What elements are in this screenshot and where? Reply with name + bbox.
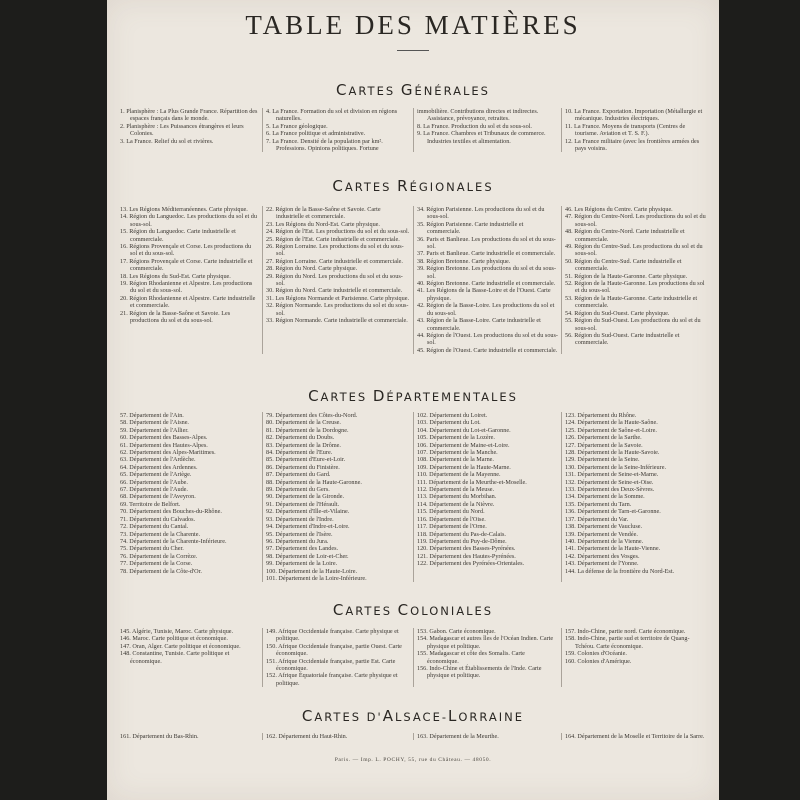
toc-entry: 26. Région Lorraine. Les productions du sol et du sous-sol. (266, 243, 404, 258)
toc-entry: 164. Département de la Moselle et Territoire de la Sarre. (564, 733, 705, 740)
toc-entry: 146. Maroc. Carte politique et économique. (120, 635, 228, 643)
document-page (107, 0, 719, 800)
toc-entry: 2. Planisphère : Les Puissances étrangères et leurs Colonies. (120, 122, 244, 138)
toc-entry: 46. Les Régions du Centre. Carte physique. (564, 206, 673, 213)
toc-entry: 111. Département de la Meurthe-et-Moselle. (416, 478, 527, 486)
toc-entry: 63. Département de l'Ardèche. (120, 456, 196, 464)
toc-entry: 124. Département de la Haute-Saône. (564, 419, 658, 427)
toc-entry: 13. Les Régions Méditerranéennes. Carte physique. (120, 206, 248, 213)
toc-entry: 73. Département de la Charente. (120, 530, 201, 538)
toc-entry: 28. Région du Nord. Carte physique. (266, 265, 358, 273)
toc-entry: 48. Région du Centre-Nord. Carte industrielle et commerciale. (564, 228, 685, 243)
toc-entry: 4. La France. Formation du sol et division en régions naturelles. (266, 108, 398, 123)
toc-entry: 129. Département de la Seine. (564, 456, 640, 464)
toc-entry: 130. Département de la Seine-Inférieure. (564, 463, 666, 471)
toc-entry: immobilière. Contributions directes et indirectes. Assistance, prévoyance, retraites. (416, 108, 539, 123)
toc-entry: 14. Région du Languedoc. Les productions du sol et du sous-sol. (120, 213, 257, 228)
toc-entry: 108. Département de la Marne. (416, 456, 494, 464)
toc-entry: 90. Département de la Gironde. (266, 493, 345, 501)
toc-entry: 25. Région de l'Est. Carte industrielle et commerciale. (266, 235, 400, 243)
toc-entry: 135. Département du Tarn. (564, 500, 632, 508)
toc-entry: 59. Département de l'Allier. (120, 426, 189, 434)
toc-entry: 91. Département de l'Hérault. (266, 500, 340, 508)
toc-entry: 56. Région du Sud-Ouest. Carte industrielle et commerciale. (564, 331, 680, 347)
toc-entry: 5. La France géologique. (266, 122, 328, 130)
toc-column (561, 733, 709, 740)
toc-entry: 85. Département d'Eure-et-Loir. (266, 456, 346, 464)
toc-entry: 45. Région de l'Ouest. Carte industrielle et commerciale. (416, 346, 558, 354)
toc-entry: 44. Région de l'Ouest. Les productions du sol et du sous-sol. (416, 331, 558, 347)
toc-entry: 54. Région du Sud-Ouest. Carte physique. (564, 309, 670, 317)
toc-entry: 152. Afrique Équatoriale française. Carte physique et politique. (266, 672, 398, 687)
toc-entry: 27. Région Lorraine. Carte industrielle et commerciale. (266, 257, 403, 265)
toc-entry: 55. Région du Sud-Ouest. Les productions du sol et du sous-sol. (564, 317, 701, 332)
title-divider (397, 50, 429, 51)
toc-entry: 6. La France politique et administrative. (266, 130, 366, 138)
toc-entry: 99. Département de la Loire. (266, 560, 338, 568)
toc-entry: 112. Département de la Meuse. (416, 486, 495, 494)
section-title-departementales: CARTES DÉPARTEMENTALES (308, 387, 518, 405)
toc-entry: 117. Département de l'Orne. (416, 523, 487, 531)
toc-entry: 84. Département de l'Eure. (266, 449, 333, 457)
toc-entry: 162. Département du Haut-Rhin. (266, 733, 348, 740)
toc-entry: 17. Régions Provençale et Corse. Carte industrielle et commerciale. (120, 257, 253, 273)
toc-entry: 106. Département de Maine-et-Loire. (416, 441, 510, 449)
toc-entry: 101. Département de la Loire-Inférieure. (266, 574, 367, 582)
toc-entry: 89. Département du Gers. (266, 486, 330, 494)
toc-entry: 133. Département des Deux-Sèvres. (564, 486, 655, 494)
toc-entry: 125. Département de Saône-et-Loire. (564, 426, 657, 434)
toc-entry: 142. Département des Vosges. (564, 552, 640, 560)
toc-entry: 10. La France. Exportation. Importation (Métallurgie et mécanique. Industries électriques. (564, 108, 703, 123)
toc-entry: 122. Département des Pyrénées-Orientales. (416, 560, 525, 568)
section-title-alsace-lorraine: CARTES D'ALSACE-LORRAINE (301, 707, 525, 725)
toc-column (117, 206, 262, 354)
toc-entry: 107. Département de la Manche. (416, 449, 498, 457)
toc-entry: 102. Département du Loiret. (416, 412, 488, 419)
toc-entry: 65. Département de l'Ariège. (120, 471, 192, 479)
toc-entry: 41. Les Régions de la Basse-Loire et de l'Ouest. Carte physique. (416, 287, 551, 302)
toc-entry: 96. Département du Jura. (266, 537, 329, 545)
toc-column (561, 108, 709, 152)
toc-entry: 157. Indo-Chine, partie nord. Carte économique. (564, 628, 686, 635)
toc-column (561, 412, 709, 582)
toc-entry: 23. Les Régions du Nord-Est. Carte physique. (266, 220, 380, 228)
toc-column (117, 733, 262, 740)
toc-entry: 134. Département de la Somme. (564, 493, 645, 501)
toc-entry: 150. Afrique Occidentale française, partie Ouest. Carte économique. (266, 642, 402, 658)
toc-entry: 12. La France militaire (avec les frontières armées des pays voisins. (564, 137, 700, 153)
toc-entry: 154. Madagascar et autres îles de l'Océan Indien. Carte physique et politique. (416, 635, 554, 650)
toc-column (262, 412, 413, 582)
toc-entry: 50. Région du Centre-Sud. Carte industrielle et commerciale. (564, 257, 682, 273)
toc-entry: 126. Département de la Sarthe. (564, 434, 642, 442)
toc-entry: 53. Région de la Haute-Garonne. Carte industrielle et commerciale. (564, 294, 698, 310)
toc-entry: 58. Département de l'Aisne. (120, 419, 189, 427)
section-columns-generales (117, 108, 709, 152)
toc-entry: 74. Département de la Charente-Inférieure. (120, 537, 227, 545)
toc-entry: 155. Madagascar et côte des Somalis. Carte économique. (416, 650, 525, 665)
toc-entry: 36. Paris et Banlieue. Les productions du sol et du sous-sol. (416, 235, 556, 251)
toc-entry: 149. Afrique Occidentale française. Carte physique et politique. (266, 628, 399, 643)
toc-entry: 143. Département de l'Yonne. (564, 560, 639, 568)
toc-entry: 60. Département des Basses-Alpes. (120, 434, 208, 442)
toc-entry: 42. Région de la Basse-Loire. Les productions du sol et du sous-sol. (416, 302, 555, 317)
toc-column (262, 628, 413, 687)
toc-entry: 8. La France. Production du sol et du sous-sol. (416, 122, 532, 130)
toc-entry: 97. Département des Landes. (266, 545, 339, 553)
toc-entry: 132. Département de Seine-et-Oise. (564, 478, 654, 486)
toc-entry: 34. Région Parisienne. Les productions du sol et du sous-sol. (416, 206, 545, 221)
toc-entry: 31. Les Régions Normande et Parisienne. Carte physique. (266, 294, 409, 302)
toc-entry: 15. Région du Languedoc. Carte industrielle et commerciale. (120, 228, 236, 243)
toc-entry: 79. Département des Côtes-du-Nord. (266, 412, 358, 419)
toc-entry: 156. Indo-Chine et Établissements de l'Inde. Carte physique et politique. (416, 665, 542, 680)
toc-entry: 131. Département de Seine-et-Marne. (564, 471, 659, 479)
toc-entry: 123. Département du Rhône. (564, 412, 637, 419)
toc-column (262, 206, 413, 354)
toc-entry: 88. Département de la Haute-Garonne. (266, 478, 362, 486)
toc-entry: 110. Département de la Mayenne. (416, 471, 501, 479)
toc-entry: 3. La France. Relief du sol et rivières. (120, 137, 214, 145)
toc-entry: 38. Région Bretonne. Carte physique. (416, 257, 511, 265)
toc-entry: 20. Région Rhodanienne et Alpestre. Carte industrielle et commerciale. (120, 294, 256, 310)
toc-entry: 139. Département de Vendée. (564, 530, 638, 538)
toc-entry: 19. Région Rhodanienne et Alpestre. Les productions du sol et du sous-sol. (120, 280, 253, 295)
toc-entry: 61. Département des Hautes-Alpes. (120, 441, 208, 449)
toc-entry: 140. Département de la Vienne. (564, 537, 644, 545)
toc-entry: 138. Département de Vaucluse. (564, 523, 643, 531)
toc-entry: 144. La défense de la frontière du Nord-Est. (564, 567, 675, 575)
toc-entry: 67. Département de l'Aude. (120, 486, 188, 494)
toc-entry: 148. Constantine, Tunisie. Carte politique et économique. (120, 650, 230, 665)
toc-entry: 86. Département du Finistère. (266, 463, 340, 471)
toc-entry: 113. Département du Morbihan. (416, 493, 497, 501)
toc-entry: 81. Département de la Dordogne. (266, 426, 349, 434)
toc-entry: 18. Les Régions du Sud-Est. Carte physique. (120, 272, 231, 280)
toc-entry: 80. Département de la Creuse. (266, 419, 341, 427)
section-columns-departementales (117, 412, 709, 582)
toc-entry: 11. La France. Moyens de transports (Centres de tourisme. Aviation et T. S. F.). (564, 122, 686, 138)
toc-entry: 92. Département d'Ille-et-Vilaine. (266, 508, 350, 516)
toc-column (117, 412, 262, 582)
toc-entry: 82. Département du Doubs. (266, 434, 335, 442)
toc-entry: 21. Région de la Basse-Saône et Savoie. Les productions du sol et du sous-sol. (120, 309, 231, 325)
toc-entry: 51. Région de la Haute-Garonne. Carte physique. (564, 272, 688, 280)
toc-entry: 35. Région Parisienne. Carte industrielle et commerciale. (416, 220, 524, 236)
toc-entry: 118. Département du Pas-de-Calais. (416, 530, 506, 538)
toc-entry: 75. Département du Cher. (120, 545, 184, 553)
toc-column (561, 206, 709, 354)
toc-entry: 66. Département de l'Aube. (120, 478, 188, 486)
toc-entry: 47. Région du Centre-Nord. Les productions du sol et du sous-sol. (564, 213, 706, 228)
toc-entry: 100. Département de la Haute-Loire. (266, 567, 358, 575)
toc-column (413, 412, 561, 582)
toc-entry: 33. Région Normande. Carte industrielle et commerciale. (266, 317, 408, 325)
toc-entry: 160. Colonies d'Amérique. (564, 657, 632, 665)
toc-column (262, 108, 413, 152)
toc-entry: 115. Département du Nord. (416, 508, 485, 516)
toc-entry: 52. Région de la Haute-Garonne. Les productions du sol et du sous-sol. (564, 280, 705, 295)
toc-entry: 83. Département de la Drôme. (266, 441, 341, 449)
toc-entry: 137. Département du Var. (564, 515, 629, 523)
toc-entry: 68. Département de l'Aveyron. (120, 493, 196, 501)
toc-entry: 120. Département des Basses-Pyrénées. (416, 545, 516, 553)
toc-entry: 71. Département du Calvados. (120, 515, 196, 523)
toc-entry: 158. Indo-Chine, partie sud et territoire de Quang-Tchéou. Carte économique. (564, 635, 690, 650)
toc-entry: 62. Département des Alpes-Maritimes. (120, 449, 216, 457)
toc-column (413, 206, 561, 354)
toc-entry: 163. Département de la Meurthe. (416, 733, 499, 740)
toc-entry: 153. Gabon. Carte économique. (416, 628, 496, 635)
toc-entry: 128. Département de la Haute-Savoie. (564, 449, 660, 457)
toc-entry: 16. Régions Provençale et Corse. Les productions du sol et du sous-sol. (120, 243, 252, 258)
toc-entry: 136. Département de Tarn-et-Garonne. (564, 508, 661, 516)
toc-entry: 9. La France. Chambres et Tribunaux de commerce. Industries textiles et alimentation. (416, 130, 546, 145)
toc-column (561, 628, 709, 687)
toc-entry: 104. Département du Lot-et-Garonne. (416, 426, 511, 434)
toc-entry: 32. Région Normande. Les productions du sol et du sous-sol. (266, 302, 409, 317)
toc-entry: 159. Colonies d'Océanie. (564, 650, 627, 658)
toc-entry: 119. Département du Puy-de-Dôme. (416, 537, 507, 545)
toc-entry: 141. Département de la Haute-Vienne. (564, 545, 661, 553)
toc-entry: 7. La France. Densité de la population par km². Professions. Opinions politiques. Fortune (266, 137, 383, 153)
toc-entry: 49. Région du Centre-Sud. Les productions du sol et du sous-sol. (564, 243, 703, 258)
toc-entry: 22. Région de la Basse-Saône et Savoie. Carte industrielle et commerciale. (266, 206, 381, 221)
toc-entry: 95. Département de l'Isère. (266, 530, 333, 538)
toc-entry: 145. Algérie, Tunisie, Maroc. Carte physique. (120, 628, 234, 635)
toc-column (117, 628, 262, 687)
section-columns-regionales (117, 206, 709, 354)
toc-entry: 98. Département de Loir-et-Cher. (266, 552, 349, 560)
toc-column (117, 108, 262, 152)
toc-entry: 64. Département des Ardennes. (120, 463, 198, 471)
toc-entry: 70. Département des Bouches-du-Rhône. (120, 508, 222, 516)
toc-entry: 94. Département d'Indre-et-Loire. (266, 523, 350, 531)
toc-column (413, 108, 561, 152)
toc-entry: 77. Département de la Corse. (120, 560, 193, 568)
toc-entry: 105. Département de la Lozère. (416, 434, 495, 442)
toc-entry: 30. Région du Nord. Carte industrielle et commerciale. (266, 287, 403, 295)
printer-imprint: Paris. — Imp. L. POCHY, 55, rue du Château. — 48050. (334, 757, 492, 763)
toc-entry: 29. Région du Nord. Les productions du sol et du sous-sol. (266, 272, 403, 288)
toc-entry: 57. Département de l'Ain. (120, 412, 184, 419)
toc-entry: 151. Afrique Occidentale française, partie Est. Carte économique. (266, 657, 396, 673)
section-title-regionales: CARTES RÉGIONALES (332, 177, 494, 195)
toc-entry: 43. Région de la Basse-Loire. Carte industrielle et commerciale. (416, 317, 541, 332)
toc-entry: 147. Oran, Alger. Carte politique et économique. (120, 642, 241, 650)
toc-column (413, 628, 561, 687)
page-title: TABLE DES MATIÈRES (245, 10, 581, 40)
toc-column (413, 733, 561, 740)
toc-column (262, 733, 413, 740)
section-title-coloniales: CARTES COLONIALES (332, 601, 494, 619)
toc-entry: 39. Région Bretonne. Les productions du sol et du sous-sol. (416, 265, 557, 280)
toc-entry: 93. Département de l'Indre. (266, 515, 334, 523)
toc-entry: 109. Département de la Haute-Marne. (416, 463, 511, 471)
toc-entry: 72. Département du Cantal. (120, 523, 189, 531)
toc-entry: 69. Territoire de Belfort. (120, 500, 181, 508)
toc-entry: 161. Département du Bas-Rhin. (120, 733, 199, 740)
section-columns-alsace-lorraine (117, 733, 709, 740)
toc-entry: 121. Département des Hautes-Pyrénées. (416, 552, 516, 560)
toc-entry: 1. Planisphère : La Plus Grande France. Répartition des espaces français dans le monde. (120, 108, 258, 123)
toc-entry: 103. Département du Lot. (416, 419, 481, 427)
section-title-generales: CARTES GÉNÉRALES (336, 81, 490, 99)
toc-entry: 24. Région de l'Est. Les productions du sol et du sous-sol. (266, 228, 410, 236)
toc-entry: 40. Région Bretonne. Carte industrielle et commerciale. (416, 280, 556, 288)
toc-entry: 116. Département de l'Oise. (416, 515, 486, 523)
section-columns-coloniales (117, 628, 709, 687)
toc-entry: 76. Département de la Corrèze. (120, 552, 198, 560)
toc-entry: 114. Département de la Nièvre. (416, 500, 495, 508)
toc-entry: 127. Département de la Savoie. (564, 441, 643, 449)
toc-entry: 37. Paris et Banlieue. Carte industrielle et commerciale. (416, 250, 556, 258)
toc-entry: 87. Département du Gard. (266, 471, 331, 479)
toc-entry: 78. Département de la Côte-d'Or. (120, 567, 202, 575)
